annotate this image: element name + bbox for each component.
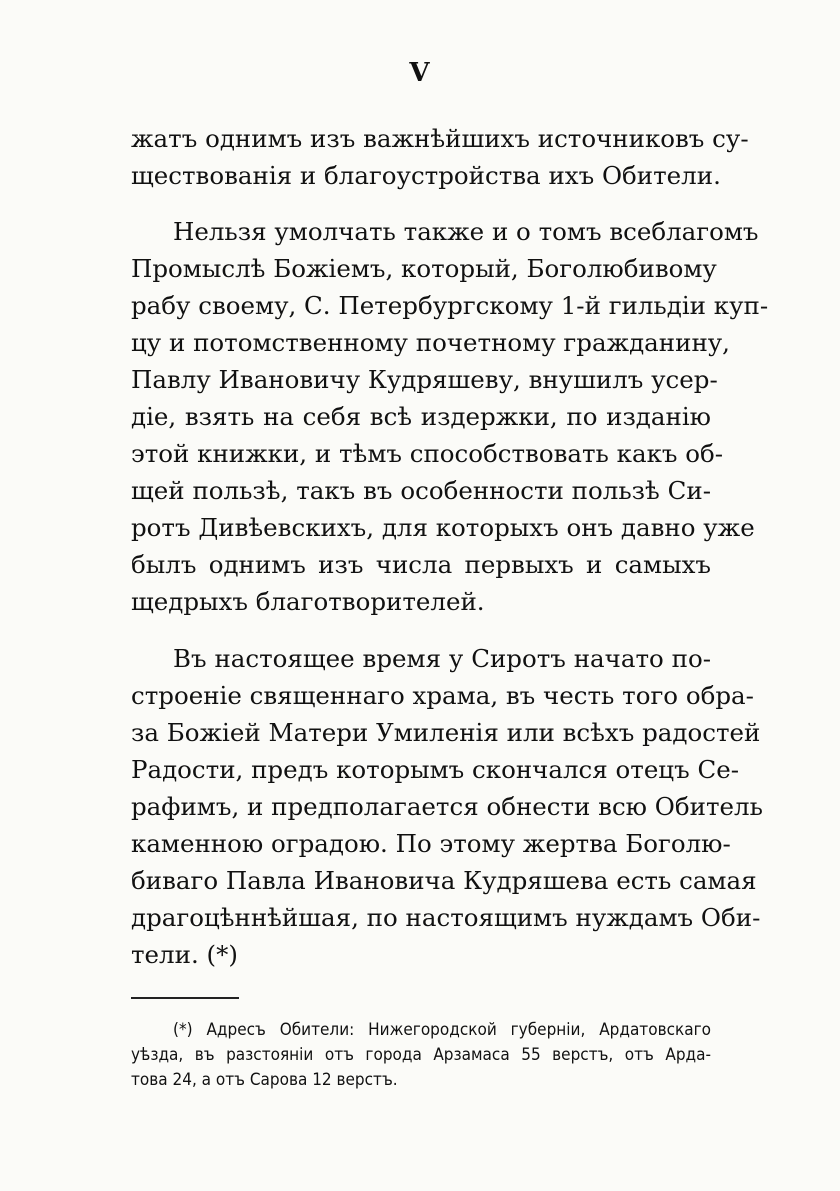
page-number: V (409, 58, 431, 88)
text-line: діе, взять на себя всѣ издержки, по изданію (131, 402, 711, 431)
text-line: этой книжки, и тѣмъ способствовать какъ об- (131, 439, 724, 468)
paragraph-church (131, 640, 763, 973)
footnote (131, 1018, 711, 1093)
text-line: ществованія и благоустройства ихъ Обители. (131, 161, 721, 190)
text-line: Промыслѣ Божіемъ, который, Боголюбивому (131, 254, 717, 283)
footnote-divider (131, 997, 239, 999)
text-line: тели. (*) (131, 940, 238, 969)
text-line: за Божіей Матери Умиленія или всѣхъ радостей (131, 718, 761, 747)
text-line: Радости, предъ которымъ скончался отецъ Се- (131, 755, 739, 784)
paragraph-continuation (131, 120, 749, 194)
text-line: Нельзя умолчать также и о томъ всеблагомъ (173, 217, 759, 246)
text-line: рабу своему, С. Петербургскому 1-й гильдіи куп- (131, 291, 769, 320)
text-line: Павлу Ивановичу Кудряшеву, внушилъ усер- (131, 365, 718, 394)
text-line: каменною оградою. По этому жертва Боголю- (131, 829, 731, 858)
footnote-line: (*) Адресъ Обители: Нижегородской губерніи, Ардатовскаго (173, 1020, 711, 1040)
text-line: Въ настоящее время у Сиротъ начато по- (173, 644, 711, 673)
footnote-line: уѣзда, въ разстояніи отъ города Арзамаса 55 верстъ, отъ Арда- (131, 1045, 711, 1065)
text-line: драгоцѣннѣйшая, по настоящимъ нуждамъ Оби- (131, 903, 761, 932)
text-line: строеніе священнаго храма, въ честь того обра- (131, 681, 754, 710)
paragraph-providence (131, 213, 769, 620)
footnote-line: това 24, а отъ Сарова 12 верстъ. (131, 1070, 398, 1090)
text-line: щей пользѣ, такъ въ особенности пользѣ Си- (131, 476, 711, 505)
text-line: жатъ однимъ изъ важнѣйшихъ источниковъ су- (131, 124, 749, 153)
text-line: ротъ Дивѣевскихъ, для которыхъ онъ давно уже (131, 513, 755, 542)
text-line: рафимъ, и предполагается обнести всю Обитель (131, 792, 763, 821)
text-line: биваго Павла Ивановича Кудряшева есть самая (131, 866, 757, 895)
text-line: былъ однимъ изъ числа первыхъ и самыхъ (131, 550, 711, 579)
text-line: щедрыхъ благотворителей. (131, 587, 485, 616)
text-line: цу и потомственному почетному гражданину, (131, 328, 730, 357)
